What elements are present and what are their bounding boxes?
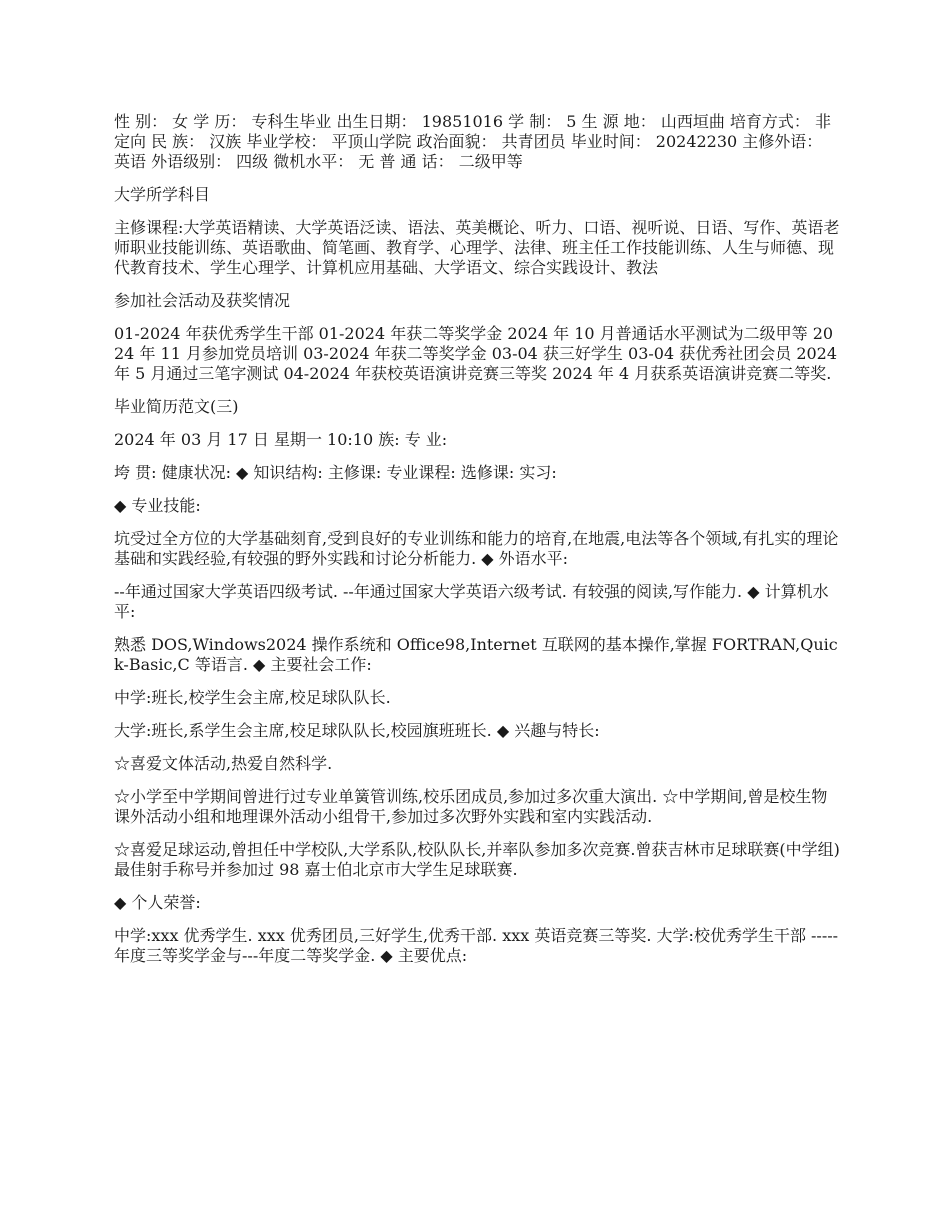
date-line: 2024 年 03 月 17 日 星期一 10:10 族: 专 业: xyxy=(114,430,448,449)
resume-sample-title: 毕业简历范文(三) xyxy=(114,397,239,416)
courses-paragraph: 主修课程:大学英语精读、大学英语泛读、语法、英美概论、听力、口语、视听说、日语、写作、英语老师职业技能训练、英语歌曲、简笔画、教育学、心理学、法律、班主任工作技能训练、人生与师德、现代教育技术、学生心理学、计算机应用基础、大学语文、综合实践设计、教法 xyxy=(114,218,840,277)
document-body xyxy=(114,112,840,979)
activities-heading: 参加社会活动及获奖情况 xyxy=(114,291,291,310)
personal-info-paragraph: 性 别： 女 学 历： 专科生毕业 出生日期： 19851016 学 制： 5 生 源 地： 山西垣曲 培育方式： 非定向 民 族： 汉族 毕业学校： 平顶山学院 政治面貌： 共青团员 毕业时间： 20242230 主修外语： 英语 外语级别： 四级 微机水平： 无 普 通 话： 二级甲等 xyxy=(114,112,831,171)
courses-heading: 大学所学科目 xyxy=(114,185,211,204)
middle-school-work: 中学:班长,校学生会主席,校足球队队长. xyxy=(114,688,391,707)
skills-paragraph: 坑受过全方位的大学基础刻育,受到良好的专业训练和能力的培育,在地震,电法等各个领域,有扎实的理论基础和实践经验,有较强的野外实践和讨论分析能力. ◆ 外语水平: xyxy=(114,529,839,568)
language-paragraph: --年通过国家大学英语四级考试. --年通过国家大学英语六级考试. 有较强的阅读,写作能力. ◆ 计算机水平: xyxy=(114,582,829,621)
hobby-item-2: ☆小学至中学期间曾进行过专业单簧管训练,校乐团成员,参加过多次重大演出. ☆中学期间,曾是校生物课外活动小组和地理课外活动小组骨干,参加过多次野外实践和室内实践活动. xyxy=(114,787,828,826)
awards-paragraph: 01-2024 年获优秀学生干部 01-2024 年获二等奖学金 2024 年 10 月普通话水平测试为二级甲等 2024 年 11 月参加党员培训 03-2024 年获二等奖学金 03-04 获三好学生 03-04 获优秀社团会员 2024 年 5 月通过三笔字测试 04-2024 年获校英语演讲竞赛三等奖 2024 年 4 月获系英语演讲竞赛二等奖. xyxy=(114,324,838,383)
hobby-item-1: ☆喜爱文体活动,热爱自然科学. xyxy=(114,754,333,773)
hobby-item-3: ☆喜爱足球运动,曾担任中学校队,大学系队,校队队长,并率队参加多次竞赛.曾获吉林市足球联赛(中学组)最佳射手称号并参加过 98 嘉士伯北京市大学生足球联赛. xyxy=(114,840,840,879)
honors-heading: ◆ 个人荣誉: xyxy=(114,893,201,912)
info-fields-line: 垮 贯: 健康状况: ◆ 知识结构: 主修课: 专业课程: 选修课: 实习: xyxy=(114,463,557,482)
skills-heading: ◆ 专业技能: xyxy=(114,496,201,515)
honors-paragraph: 中学:xxx 优秀学生. xxx 优秀团员,三好学生,优秀干部. xxx 英语竞赛三等奖. 大学:校优秀学生干部 -----年度三等奖学金与---年度二等奖学金. ◆ 主要优点: xyxy=(114,926,839,965)
computer-paragraph: 熟悉 DOS,Windows2024 操作系统和 Office98,Internet 互联网的基本操作,掌握 FORTRAN,Quick-Basic,C 等语言. ◆ 主要社会工作: xyxy=(114,635,838,674)
university-work: 大学:班长,系学生会主席,校足球队队长,校园旗班班长. ◆ 兴趣与特长: xyxy=(114,721,600,740)
